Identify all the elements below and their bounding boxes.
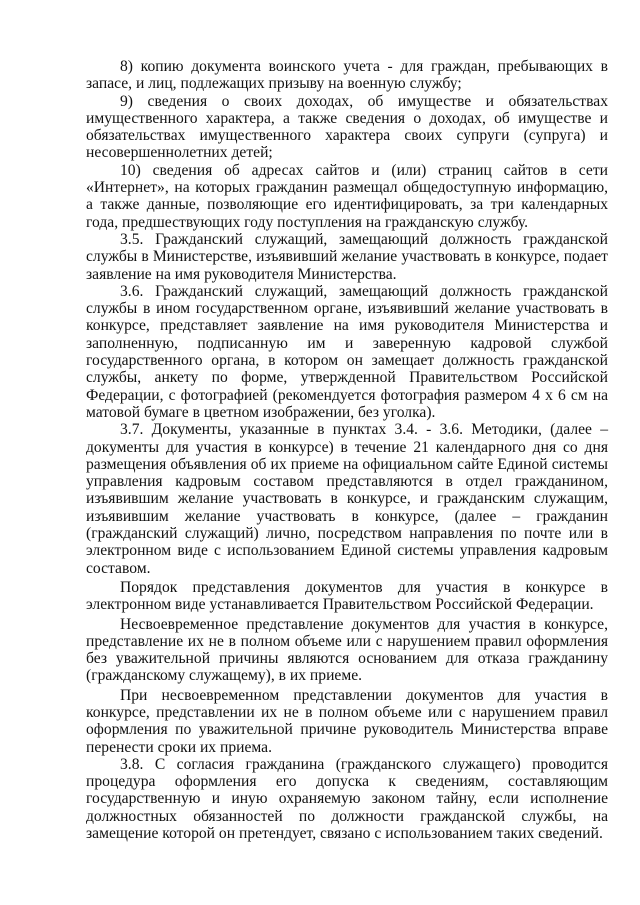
paragraph-valid-reason: При несвоевременном представлении документов для участия в конкурсе, представлении их не в полном объеме или с нарушением правил оформления по уважительной причине руководитель Министерства вправе перенести сроки их приема.	[86, 686, 608, 756]
paragraph-late-submission: Несвоевременное представление документов для участия в конкурсе, представление их не в полном объеме или с нарушением правил оформления без уважительной причины являются основанием для отказа гражданину (гражданскому служащему), в их приеме.	[86, 615, 608, 685]
paragraph-3-5: 3.5. Гражданский служащий, замещающий должность гражданской службы в Министерстве, изъявивший желание участвовать в конкурсе, подает заявление на имя руководителя Министерства.	[86, 230, 608, 283]
paragraph-3-8: 3.8. С согласия гражданина (гражданского служащего) проводится процедура оформления его допуска к сведениям, составляющим государственную и иную охраняемую законом тайну, если исполнение должностных обязанностей по должности гражданской службы, на замещение которой он претендует, связано с использованием таких сведений.	[86, 755, 608, 843]
paragraph-3-6: 3.6. Гражданский служащий, замещающий должность гражданской службы в ином государственном органе, изъявивший желание участвовать в конкурсе, представляет заявление на имя руководителя Министерства и заполненную, подписанную им и заверенную кадровой службой государственного органа, в котором он замещает должность гражданской службы, анкету по форме, утвержденной Правительством Российской Федерации, с фотографией (рекомендуется фотография размером 4 х 6 см на матовой бумаге в цветном изображении, без уголка).	[86, 282, 608, 421]
paragraph-item-8: 8) копию документа воинского учета - для граждан, пребывающих в запасе, и лиц, подлежащих призыву на военную службу;	[86, 58, 608, 93]
paragraph-3-7: 3.7. Документы, указанные в пунктах 3.4. - 3.6. Методики, (далее – документы для участия в конкурсе) в течение 21 календарного дня со дня размещения объявления об их приеме на официальном сайте Единой системы управления кадровым составом представляются в отдел гражданином, изъявившим желание участвовать в конкурсе, и гражданским служащим, изъявившим желание участвовать в конкурсе, (далее – гражданин (гражданский служащий) лично, посредством направления по почте или в электронном виде с использованием Единой системы управления кадровым составом.	[86, 421, 608, 577]
document-page	[86, 58, 608, 842]
paragraph-item-9: 9) сведения о своих доходах, об имуществе и обязательствах имущественного характера, а также сведения о доходах, об имуществе и обязательствах имущественного характера своих супруги (супруга) и несовершеннолетних детей;	[86, 92, 608, 162]
paragraph-item-10: 10) сведения об адресах сайтов и (или) страниц сайтов в сети «Интернет», на которых гражданин размещал общедоступную информацию, а также данные, позволяющие его идентифицировать, за три календарных года, предшествующих году поступления на гражданскую службу.	[86, 161, 608, 231]
paragraph-electronic-order: Порядок представления документов для участия в конкурсе в электронном виде устанавливается Правительством Российской Федерации.	[86, 578, 608, 614]
